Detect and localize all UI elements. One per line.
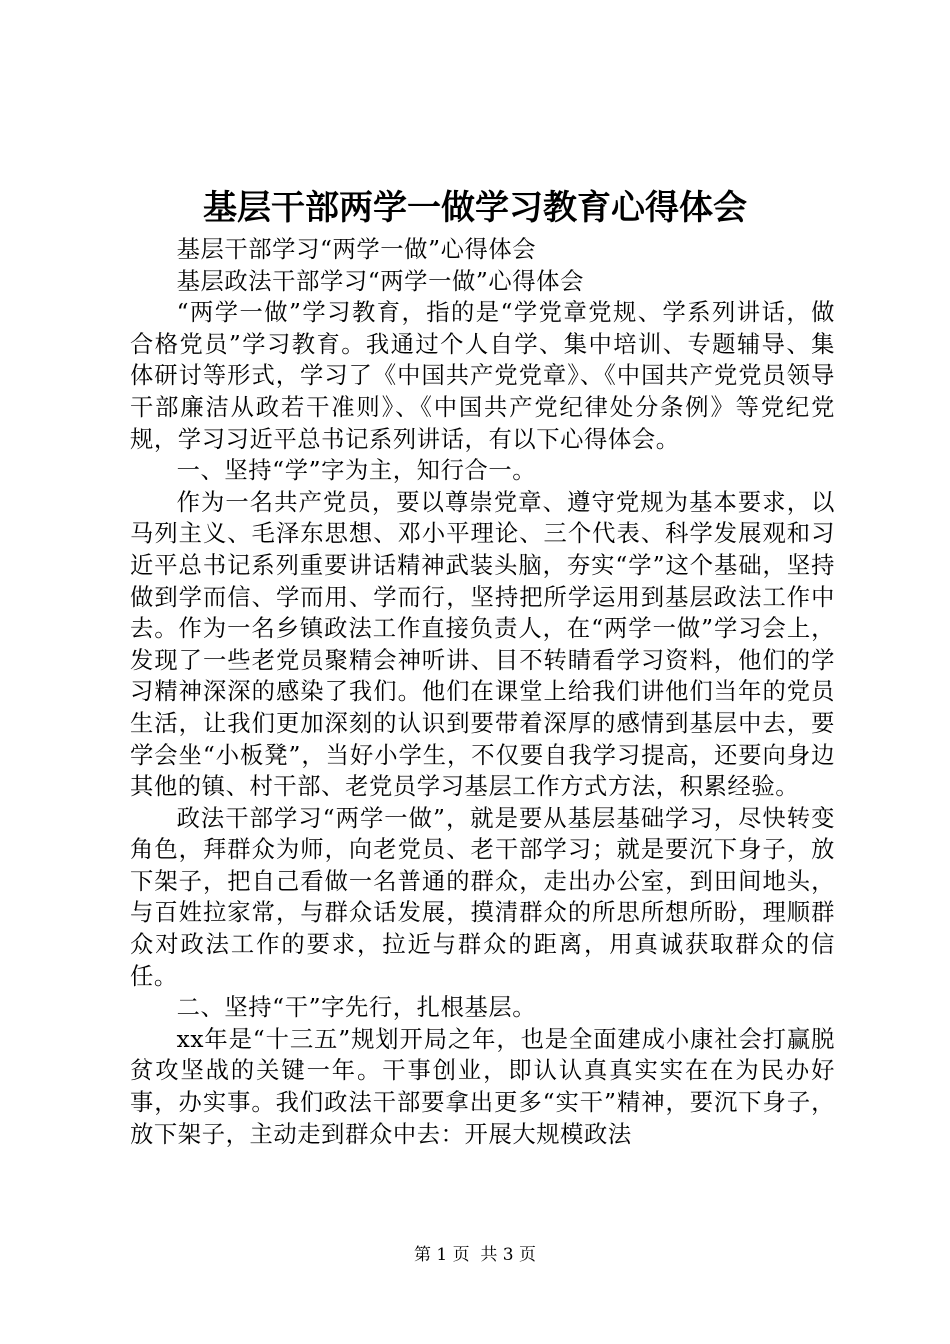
paragraph-section-1b: 政法干部学习“两学一做”，就是要从基层基础学习，尽快转变角色，拜群众为师，向老党员、老干部学习；就是要沉下身子，放下架子，把自己看做一名普通的群众，走出办公室，到田间地头，与百姓拉家常，与群众话发展，摸清群众的所思所想所盼，理顺群众对政法工作的要求，拉近与群众的距离，用真诚获取群众的信任。 (130, 804, 835, 990)
paragraph-intro: “两学一做”学习教育，指的是“学党章党规、学系列讲话，做合格党员”学习教育。我通过个人自学、集中培训、专题辅导、集体研讨等形式，学习了《中国共产党党章》、《中国共产党党员领导干部廉洁从政若干准则》、《中国共产党纪律处分条例》等党纪党规，学习习近平总书记系列讲话，有以下心得体会。 (130, 299, 835, 453)
page-footer (0, 1244, 950, 1266)
paragraph-subtitle-1: 基层干部学习“两学一做”心得体会 (176, 236, 537, 263)
section-heading-1: 一、坚持“学”字为主，知行合一。 (176, 457, 537, 485)
page-total: 共 3 页 (480, 1245, 537, 1265)
paragraph-section-2a: xx年是“十三五”规划开局之年，也是全面建成小康社会打赢脱贫攻坚战的关键一年。干事创业，即认认真真实实在在为民办好事，办实事。我们政法干部要拿出更多“实干”精神，要沉下身子，放下架子，主动走到群众中去：开展大规模政法 (130, 1025, 835, 1148)
paragraph-section-1a: 作为一名共产党员，要以尊崇党章、遵守党规为基本要求，以马列主义、毛泽东思想、邓小平理论、三个代表、科学发展观和习近平总书记系列重要讲话精神武装头脑，夯实“学”这个基础，坚持做到学而信、学而用、学而行，坚持把所学运用到基层政法工作中去。作为一名乡镇政法工作直接负责人，在“两学一做”学习会上，发现了一些老党员聚精会神听讲、目不转睛看学习资料，他们的学习精神深深的感染了我们。他们在课堂上给我们讲他们当年的党员生活，让我们更加深刻的认识到要带着深厚的感情到基层中去，要学会坐“小板凳”，当好小学生，不仅要自我学习提高，还要向身边其他的镇、村干部、老党员学习基层工作方式方法，积累经验。 (130, 488, 835, 801)
paragraph-subtitle-2: 基层政法干部学习“两学一做”心得体会 (176, 267, 584, 295)
section-heading-2: 二、坚持“干”字先行，扎根基层。 (176, 994, 537, 1022)
page-number: 第 1 页 (413, 1245, 470, 1265)
document-title: 基层干部两学一做学习教育心得体会 (203, 188, 747, 228)
document-body (130, 234, 835, 1150)
